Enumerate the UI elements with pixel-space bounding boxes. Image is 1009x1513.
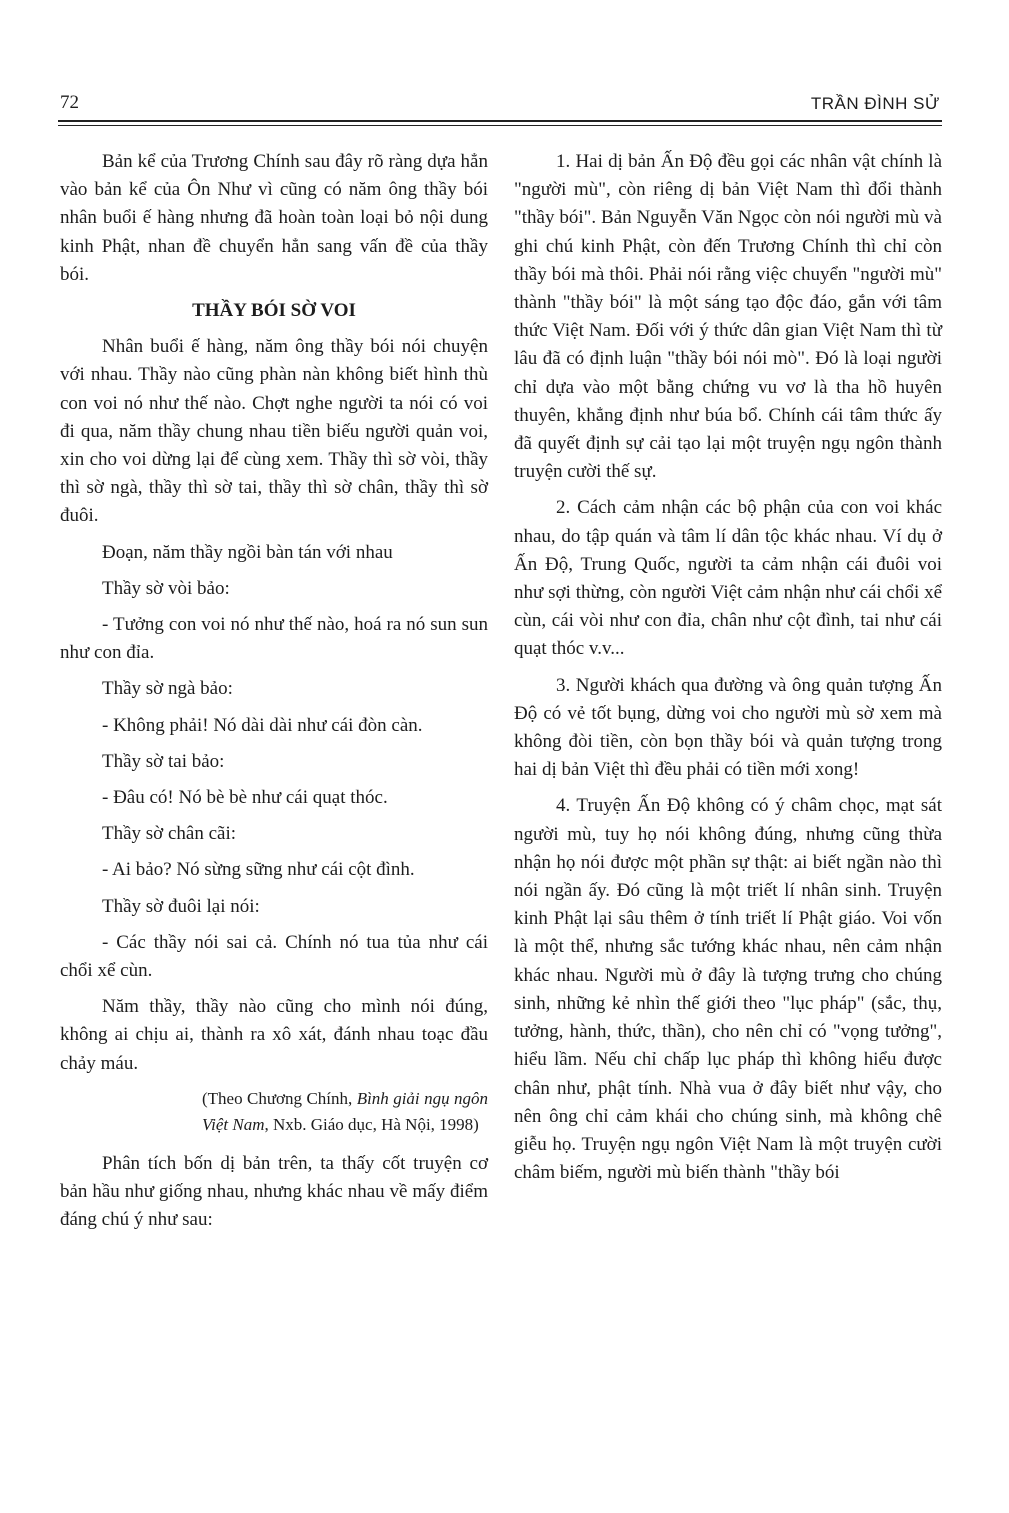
- paragraph: Thầy sờ vòi bảo:: [102, 577, 230, 599]
- right-column: [514, 148, 942, 1195]
- paragraph: 4. Truyện Ấn Độ không có ý châm chọc, mạt sát người mù, tuy họ nói không đúng, nhưng cũng thừa nhận họ nói được một phần sự thật: ai biết ngần nào thì nói ngần ấy. Đó cũng là một triết lí nhân sinh. Truyện kinh Phật lại sâu thêm ở tính triết lí Phật giáo. Voi vốn là một thể, nhưng sắc tướng khác nhau, nên cảm nhận khác nhau. Người mù ở đây là tượng trưng cho chúng sinh, những kẻ nhìn thế giới theo "lục pháp" (sắc, thụ, tưởng, hành, thức, thần), cho nên chỉ có "vọng tưởng", hiểu lầm. Nếu chỉ chấp lục pháp thì không hiểu được chân như, phật tính. Nhà vua ở đây biết như vậy, cho nên ông chỉ cảm khái cho chúng sinh, mà không chê giễu họ. Truyện ngụ ngôn Việt Nam là một truyện cười châm biếm, người mù biến thành "thầy bói: [514, 795, 942, 1184]
- citation: [202, 1086, 488, 1138]
- page-header: [60, 92, 940, 122]
- dialogue-line: - Ai bảo? Nó sừng sững như cái cột đình.: [102, 859, 415, 881]
- dialogue-line: - Các thầy nói sai cả. Chính nó tua tủa như cái chổi xể cùn.: [60, 931, 488, 982]
- dialogue-line: - Không phải! Nó dài dài như cái đòn càn.: [102, 714, 423, 736]
- paragraph: 1. Hai dị bản Ấn Độ đều gọi các nhân vật chính là "người mù", còn riêng dị bản Việt Nam thì đổi thành "thầy bói". Bản Nguyễn Văn Ngọc còn nói người mù và ghi chú kinh Phật, còn đến Trương Chính thì chỉ còn thầy bói mà thôi. Phải nói rằng việc chuyển "người mù" thành "thầy bói" là một sáng tạo độc đáo, gắn với tâm thức Việt Nam. Đối với ý thức dân gian Việt Nam thì từ lâu đã có định luận "thầy bói nói mò". Đó là loại người chỉ dựa vào một bằng chứng vu vơ là tha hồ huyên thuyên, khẳng định như búa bổ. Chính cái tâm thức ấy đã quyết định sự cải tạo lại một truyện ngụ ngôn thành truyện cười thế sự.: [514, 151, 942, 483]
- left-column: [60, 148, 488, 1243]
- header-rule-thin: [58, 125, 942, 126]
- citation-suffix: , Nxb. Giáo dục, Hà Nội, 1998): [264, 1114, 479, 1134]
- paragraph: 2. Cách cảm nhận các bộ phận của con voi khác nhau, do tập quán và tâm lí dân tộc khác nhau. Ví dụ ở Ấn Độ, Trung Quốc, người ta cảm nhận cái đuôi voi như sợi thừng, còn người Việt cảm nhận như cái chổi xể cùn, cái vòi như con đỉa, chân như cột đình, tai như cái quạt thóc v.v...: [514, 497, 942, 660]
- citation-prefix: (Theo Chương Chính,: [202, 1088, 357, 1108]
- section-heading: THẦY BÓI SỜ VOI: [192, 300, 356, 322]
- header-rule-thick: [58, 120, 942, 122]
- paragraph: Đoạn, năm thầy ngồi bàn tán với nhau: [102, 541, 393, 563]
- paragraph: Thầy sờ ngà bảo:: [102, 678, 233, 700]
- paragraph: Thầy sờ chân cãi:: [102, 823, 237, 845]
- paragraph: Thầy sờ đuôi lại nói:: [102, 895, 260, 917]
- paragraph: 3. Người khách qua đường và ông quản tượng Ấn Độ có vẻ tốt bụng, dừng voi cho người mù sờ xem mà không đòi tiền, còn bọn thầy bói và quản tượng trong hai dị bản Việt thì đều phải có tiền mới xong!: [514, 674, 942, 781]
- paragraph: Phân tích bốn dị bản trên, ta thấy cốt truyện cơ bản hầu như giống nhau, nhưng khác nhau về mấy điểm đáng chú ý như sau:: [60, 1152, 488, 1231]
- paragraph: Năm thầy, thầy nào cũng cho mình nói đúng, không ai chịu ai, thành ra xô xát, đánh nhau toạc đầu chảy máu.: [60, 996, 488, 1074]
- dialogue-line: - Đâu có! Nó bè bè như cái quạt thóc.: [102, 787, 388, 809]
- running-head: TRẦN ĐÌNH SỬ: [810, 94, 940, 113]
- page-number: 72: [60, 92, 79, 113]
- dialogue-line: - Tưởng con voi nó như thế nào, hoá ra nó sun sun như con đỉa.: [60, 614, 488, 664]
- citation-title: Bình giải ngụ ngôn Việt Nam: [202, 1088, 488, 1134]
- paragraph: Thầy sờ tai bảo:: [102, 750, 225, 772]
- paragraph: Bản kể của Trương Chính sau đây rõ ràng dựa hẳn vào bản kể của Ôn Như vì cũng có năm ông thầy bói nhân buổi ế hàng nhưng đã hoàn toàn loại bỏ nội dung kinh Phật, nhan đề chuyển hẳn sang vấn đề của thầy bói.: [60, 151, 488, 285]
- paragraph: Nhân buổi ế hàng, năm ông thầy bói nói chuyện với nhau. Thầy nào cũng phàn nàn không biết hình thù con voi nó như thế nào. Chợt nghe người ta nói có voi đi qua, năm thầy chung nhau tiền biếu người quản voi, xin cho voi dừng lại để cùng xem. Thầy thì sờ vòi, thầy thì sờ ngà, thầy thì sờ tai, thầy thì sờ chân, thầy thì sờ đuôi.: [60, 336, 488, 527]
